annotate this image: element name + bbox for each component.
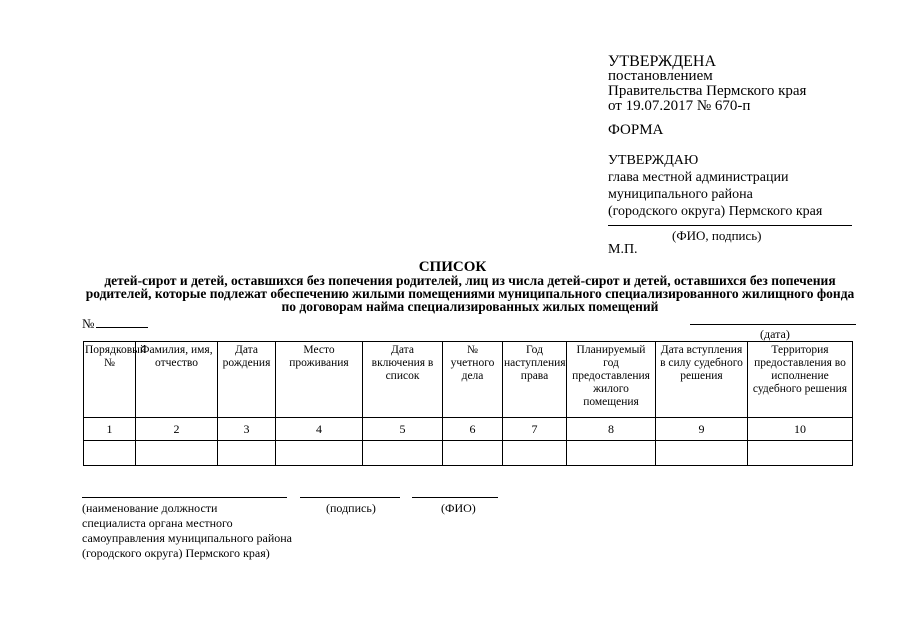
column-number: 8 <box>567 418 656 441</box>
signature-line-footer <box>300 497 400 498</box>
column-number: 1 <box>84 418 136 441</box>
table-cell <box>443 441 503 466</box>
position-caption-line: специалиста органа местного <box>82 516 233 530</box>
position-caption-line: самоуправления муниципального района <box>82 531 293 545</box>
table-row <box>84 441 853 466</box>
stamp-label: М.П. <box>608 242 638 257</box>
table-cell <box>567 441 656 466</box>
form-label: ФОРМА <box>608 122 664 138</box>
name-line-footer <box>412 497 498 498</box>
number-line <box>96 327 148 328</box>
table-header-cell: Дата рождения <box>218 342 276 418</box>
table-header-cell: Порядковый № <box>84 342 136 418</box>
table-cell <box>136 441 218 466</box>
approval-title: УТВЕРЖДЕНА <box>608 53 717 70</box>
table-header-cell: Дата включения в список <box>363 342 443 418</box>
document-subtitle: детей-сирот и детей, оставшихся без попечения родителей, лиц из числа детей-сирот и детей, оставшихся без попечения родителей, которые подлежат обеспечению жилыми помещениями муниципального специализированного жилищного фонда по договорам найма специализированных жилых помещений <box>85 273 855 314</box>
footer-name-caption: (ФИО) <box>441 501 476 515</box>
column-number: 9 <box>656 418 748 441</box>
approval-line: постановлением <box>608 68 713 84</box>
table-header-row <box>84 342 853 418</box>
number-label: № <box>82 316 95 331</box>
column-number: 3 <box>218 418 276 441</box>
date-caption: (дата) <box>760 327 790 341</box>
orphans-table <box>83 341 853 466</box>
column-number: 10 <box>748 418 853 441</box>
position-caption <box>82 501 292 561</box>
document-title: СПИСОК <box>418 259 487 275</box>
table-header-cell: Фамилия, имя, отчество <box>136 342 218 418</box>
table-cell <box>276 441 363 466</box>
column-number: 5 <box>363 418 443 441</box>
approve-title: УТВЕРЖДАЮ <box>608 153 699 168</box>
signature-line <box>608 225 852 226</box>
table-header-cell: Планируемый год предоставления жилого помещения <box>567 342 656 418</box>
table-header-cell: Территория предоставления во исполнение судебного решения <box>748 342 853 418</box>
table-cell <box>503 441 567 466</box>
table-header-cell: Место проживания <box>276 342 363 418</box>
approval-block <box>608 54 806 114</box>
position-caption-line: (наименование должности <box>82 501 218 515</box>
column-number: 6 <box>443 418 503 441</box>
position-caption-line: (городского округа) Пермского края) <box>82 546 270 560</box>
approve-block <box>608 152 822 220</box>
table-cell <box>748 441 853 466</box>
table-cell <box>363 441 443 466</box>
table-header-cell: Дата вступления в силу судебного решения <box>656 342 748 418</box>
approval-line: Правительства Пермского края <box>608 83 807 99</box>
date-line <box>690 324 856 325</box>
position-line <box>82 497 287 498</box>
table-header-cell: № учетного дела <box>443 342 503 418</box>
column-number: 7 <box>503 418 567 441</box>
table-cell <box>84 441 136 466</box>
column-number: 4 <box>276 418 363 441</box>
footer-signature-caption: (подпись) <box>326 501 376 515</box>
column-number: 2 <box>136 418 218 441</box>
approve-line: (городского округа) Пермского края <box>608 204 823 219</box>
table-cell <box>656 441 748 466</box>
table-cell <box>218 441 276 466</box>
approve-line: глава местной администрации <box>608 170 789 185</box>
signature-caption: (ФИО, подпись) <box>672 228 762 243</box>
table-header-cell: Год наступления права <box>503 342 567 418</box>
approve-line: муниципального района <box>608 187 753 202</box>
table-number-row <box>84 418 853 441</box>
approval-line: от 19.07.2017 № 670-п <box>608 98 751 114</box>
